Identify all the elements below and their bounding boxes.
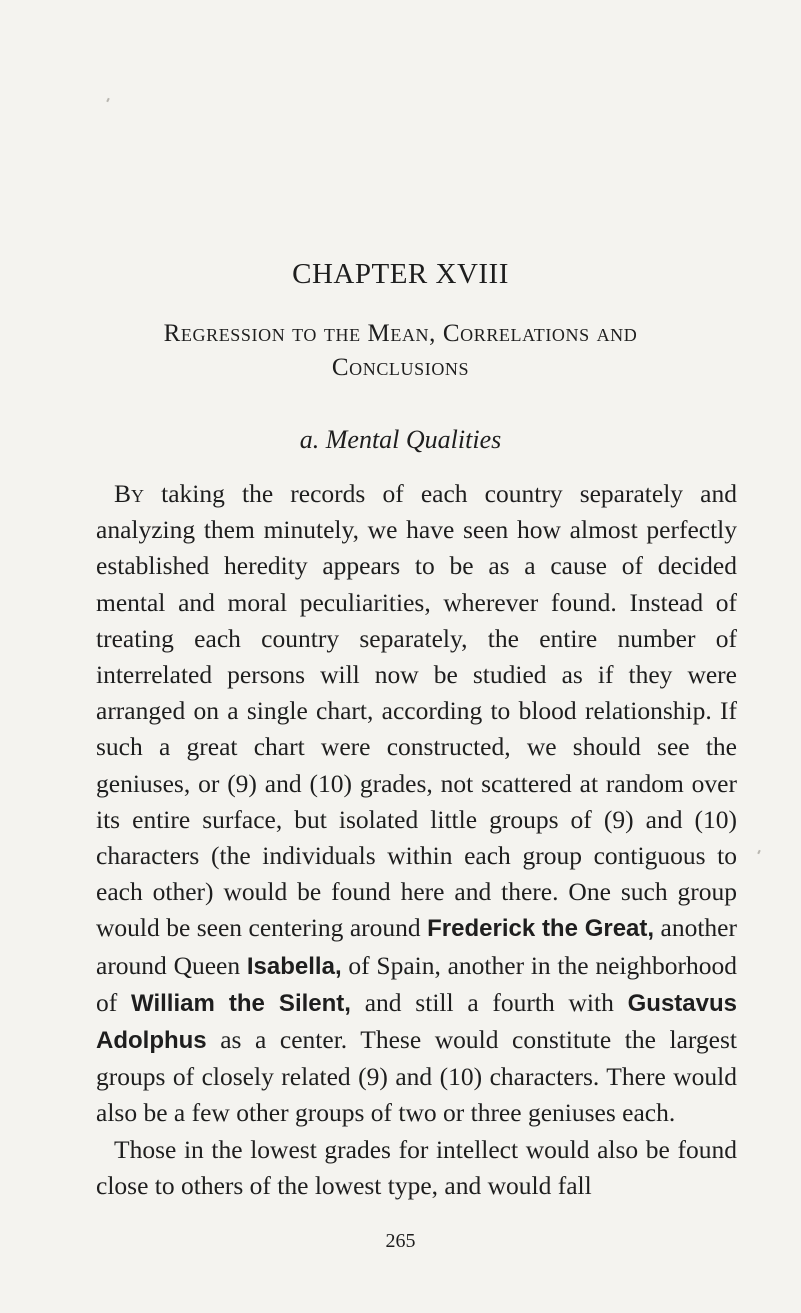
name-frederick-the-great: Frederick the Great,	[427, 915, 655, 943]
paragraph-1-part-1: taking the records of each country separately and analyzing them minutely, we have seen how almost perfectly established heredity appears to be as a cause of decided mental and moral peculiarities, wherever found. Instead of treating each country separately, the entire number of interrelated persons will now be studied as if they were arranged on a single chart, according to blood relationship. If such a great chart were constructed, we should see the geniuses, or (9) and (10) grades, not scattered at random over its entire surface, but isolated little groups of (9) and (10) characters (the individuals within each group contiguous to each other) would be found here and there. One such group would be seen centering around	[96, 479, 737, 943]
paper-speck	[106, 98, 110, 102]
paragraph-2: Those in the lowest grades for intellect would also be found close to others of the lowest type, and would fall	[96, 1134, 737, 1200]
chapter-heading: CHAPTER XVIII	[292, 258, 509, 290]
paragraph-1-part-2: another around Queen	[96, 913, 737, 980]
name-william-the-silent: William the Silent,	[131, 989, 351, 1017]
page-number: 265	[385, 1230, 416, 1252]
paragraph-1-part-3: of Spain, another in the neighborhood of	[96, 950, 737, 1017]
paragraph-1	[96, 476, 737, 1132]
chapter-title-line-2: Conclusions	[331, 354, 470, 381]
chapter-title	[60, 317, 741, 385]
paragraph-1-part-4: and still a fourth with	[350, 987, 628, 1017]
body-text	[96, 476, 737, 1204]
paper-speck	[757, 850, 761, 854]
name-isabella: Isabella,	[246, 952, 342, 980]
name-gustavus-adolphus: Gustavus Adolphus	[96, 989, 737, 1055]
lead-word: By	[114, 479, 145, 508]
chapter-title-line-1: Regression to the Mean, Correlations and	[163, 320, 638, 347]
section-title: a. Mental Qualities	[299, 425, 502, 454]
paragraph-1-part-5: as a center. These would constitute the largest groups of closely related (9) and (10) characters. There would also be a few other groups of two or three geniuses each.	[96, 1025, 737, 1128]
